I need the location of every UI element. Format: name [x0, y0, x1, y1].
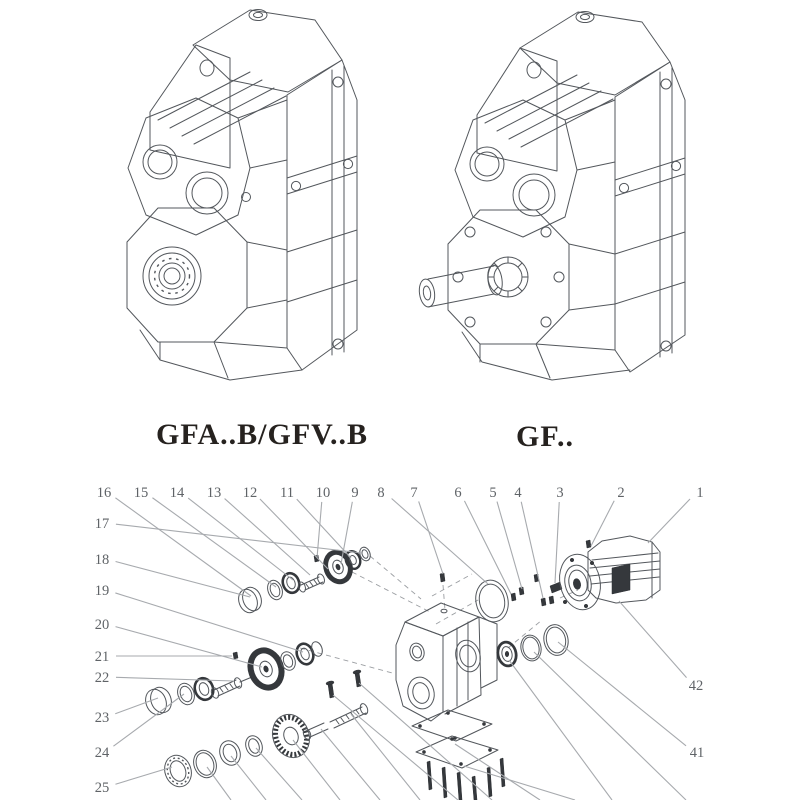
leader-line-4: [521, 502, 543, 598]
leader-line-42: [619, 601, 687, 678]
callout-number-15: 15: [133, 485, 149, 501]
terminal-box-icon: [612, 564, 630, 594]
ball-bearing-icon: [160, 752, 195, 791]
breather-plug-icon: [441, 609, 447, 613]
bolt-icon: [511, 593, 516, 601]
leader-line-7: [419, 501, 443, 574]
callout-number-41: 41: [689, 745, 705, 761]
leader-line-10: [317, 502, 322, 558]
leader-line-3: [555, 502, 559, 583]
callout-number-2: 2: [617, 485, 625, 501]
callout-number-18: 18: [94, 552, 110, 568]
bolt-icon: [586, 540, 591, 548]
callout-number-23: 23: [94, 710, 110, 726]
callout-number-5: 5: [489, 485, 497, 501]
callout-number-12: 12: [242, 485, 258, 501]
splined-shaft-icon: [214, 677, 252, 696]
callout-number-7: 7: [410, 485, 418, 501]
input-shaft-parts: [235, 546, 372, 616]
callout-number-19: 19: [94, 583, 110, 599]
callout-number-17: 17: [94, 516, 110, 532]
caption-gfab-gfvb: GFA..B/GFV..B: [156, 418, 368, 451]
callout-number-8: 8: [377, 485, 385, 501]
motor-shaft-icon: [572, 578, 581, 590]
leader-line-23: [115, 698, 158, 714]
leader-line-11: [297, 499, 351, 558]
gearbox-drawing-gfab-gfvb: [127, 10, 357, 381]
exploded-view: [95, 485, 705, 800]
leader-line-15: [152, 498, 276, 587]
leader-line-22: [116, 677, 234, 681]
callout-number-42: 42: [688, 678, 704, 694]
callout-number-20: 20: [94, 617, 110, 633]
output-shaft-icon: [428, 266, 494, 307]
callout-number-3: 3: [556, 485, 564, 501]
callout-number-9: 9: [351, 485, 359, 501]
washer-icon: [310, 640, 325, 658]
leader-line-5: [497, 502, 522, 589]
callout-number-6: 6: [454, 485, 462, 501]
gearbox-drawing-gf: [418, 12, 685, 381]
washer-icon: [216, 738, 243, 768]
housing-bolt-icon: [440, 573, 445, 582]
cover-bolts-icon: [427, 758, 505, 800]
leader-line-19: [115, 593, 303, 652]
leader-line-16: [115, 498, 251, 596]
caption-gf: GF..: [516, 420, 574, 453]
leader-line-25: [115, 767, 172, 784]
callout-number-1: 1: [696, 485, 704, 501]
callout-number-13: 13: [206, 485, 222, 501]
callout-number-11: 11: [280, 485, 294, 501]
bolt-icon: [549, 596, 554, 604]
callout-labels: [95, 485, 705, 796]
callout-number-16: 16: [96, 485, 112, 501]
callout-number-21: 21: [94, 649, 110, 665]
circlip-icon: [190, 747, 220, 781]
leader-line-8: [392, 499, 488, 584]
leader-line-18: [116, 561, 250, 597]
bolt-icon: [355, 672, 361, 687]
motor-drawing: [555, 536, 660, 614]
leader-line-1: [648, 499, 690, 543]
leader-line-17: [116, 524, 362, 553]
callout-number-25: 25: [94, 780, 110, 796]
end-cap-icon: [239, 585, 264, 614]
callout-number-10: 10: [315, 485, 331, 501]
bearing-icon: [294, 641, 316, 666]
bolt-icon: [541, 598, 546, 606]
leader-line-12: [260, 499, 328, 569]
callout-number-24: 24: [94, 745, 110, 761]
callout-number-4: 4: [514, 485, 522, 501]
callout-number-14: 14: [169, 485, 185, 501]
callout-number-22: 22: [94, 670, 110, 686]
set-screw-icon: [233, 652, 238, 659]
output-bearing-icon: [143, 247, 201, 305]
